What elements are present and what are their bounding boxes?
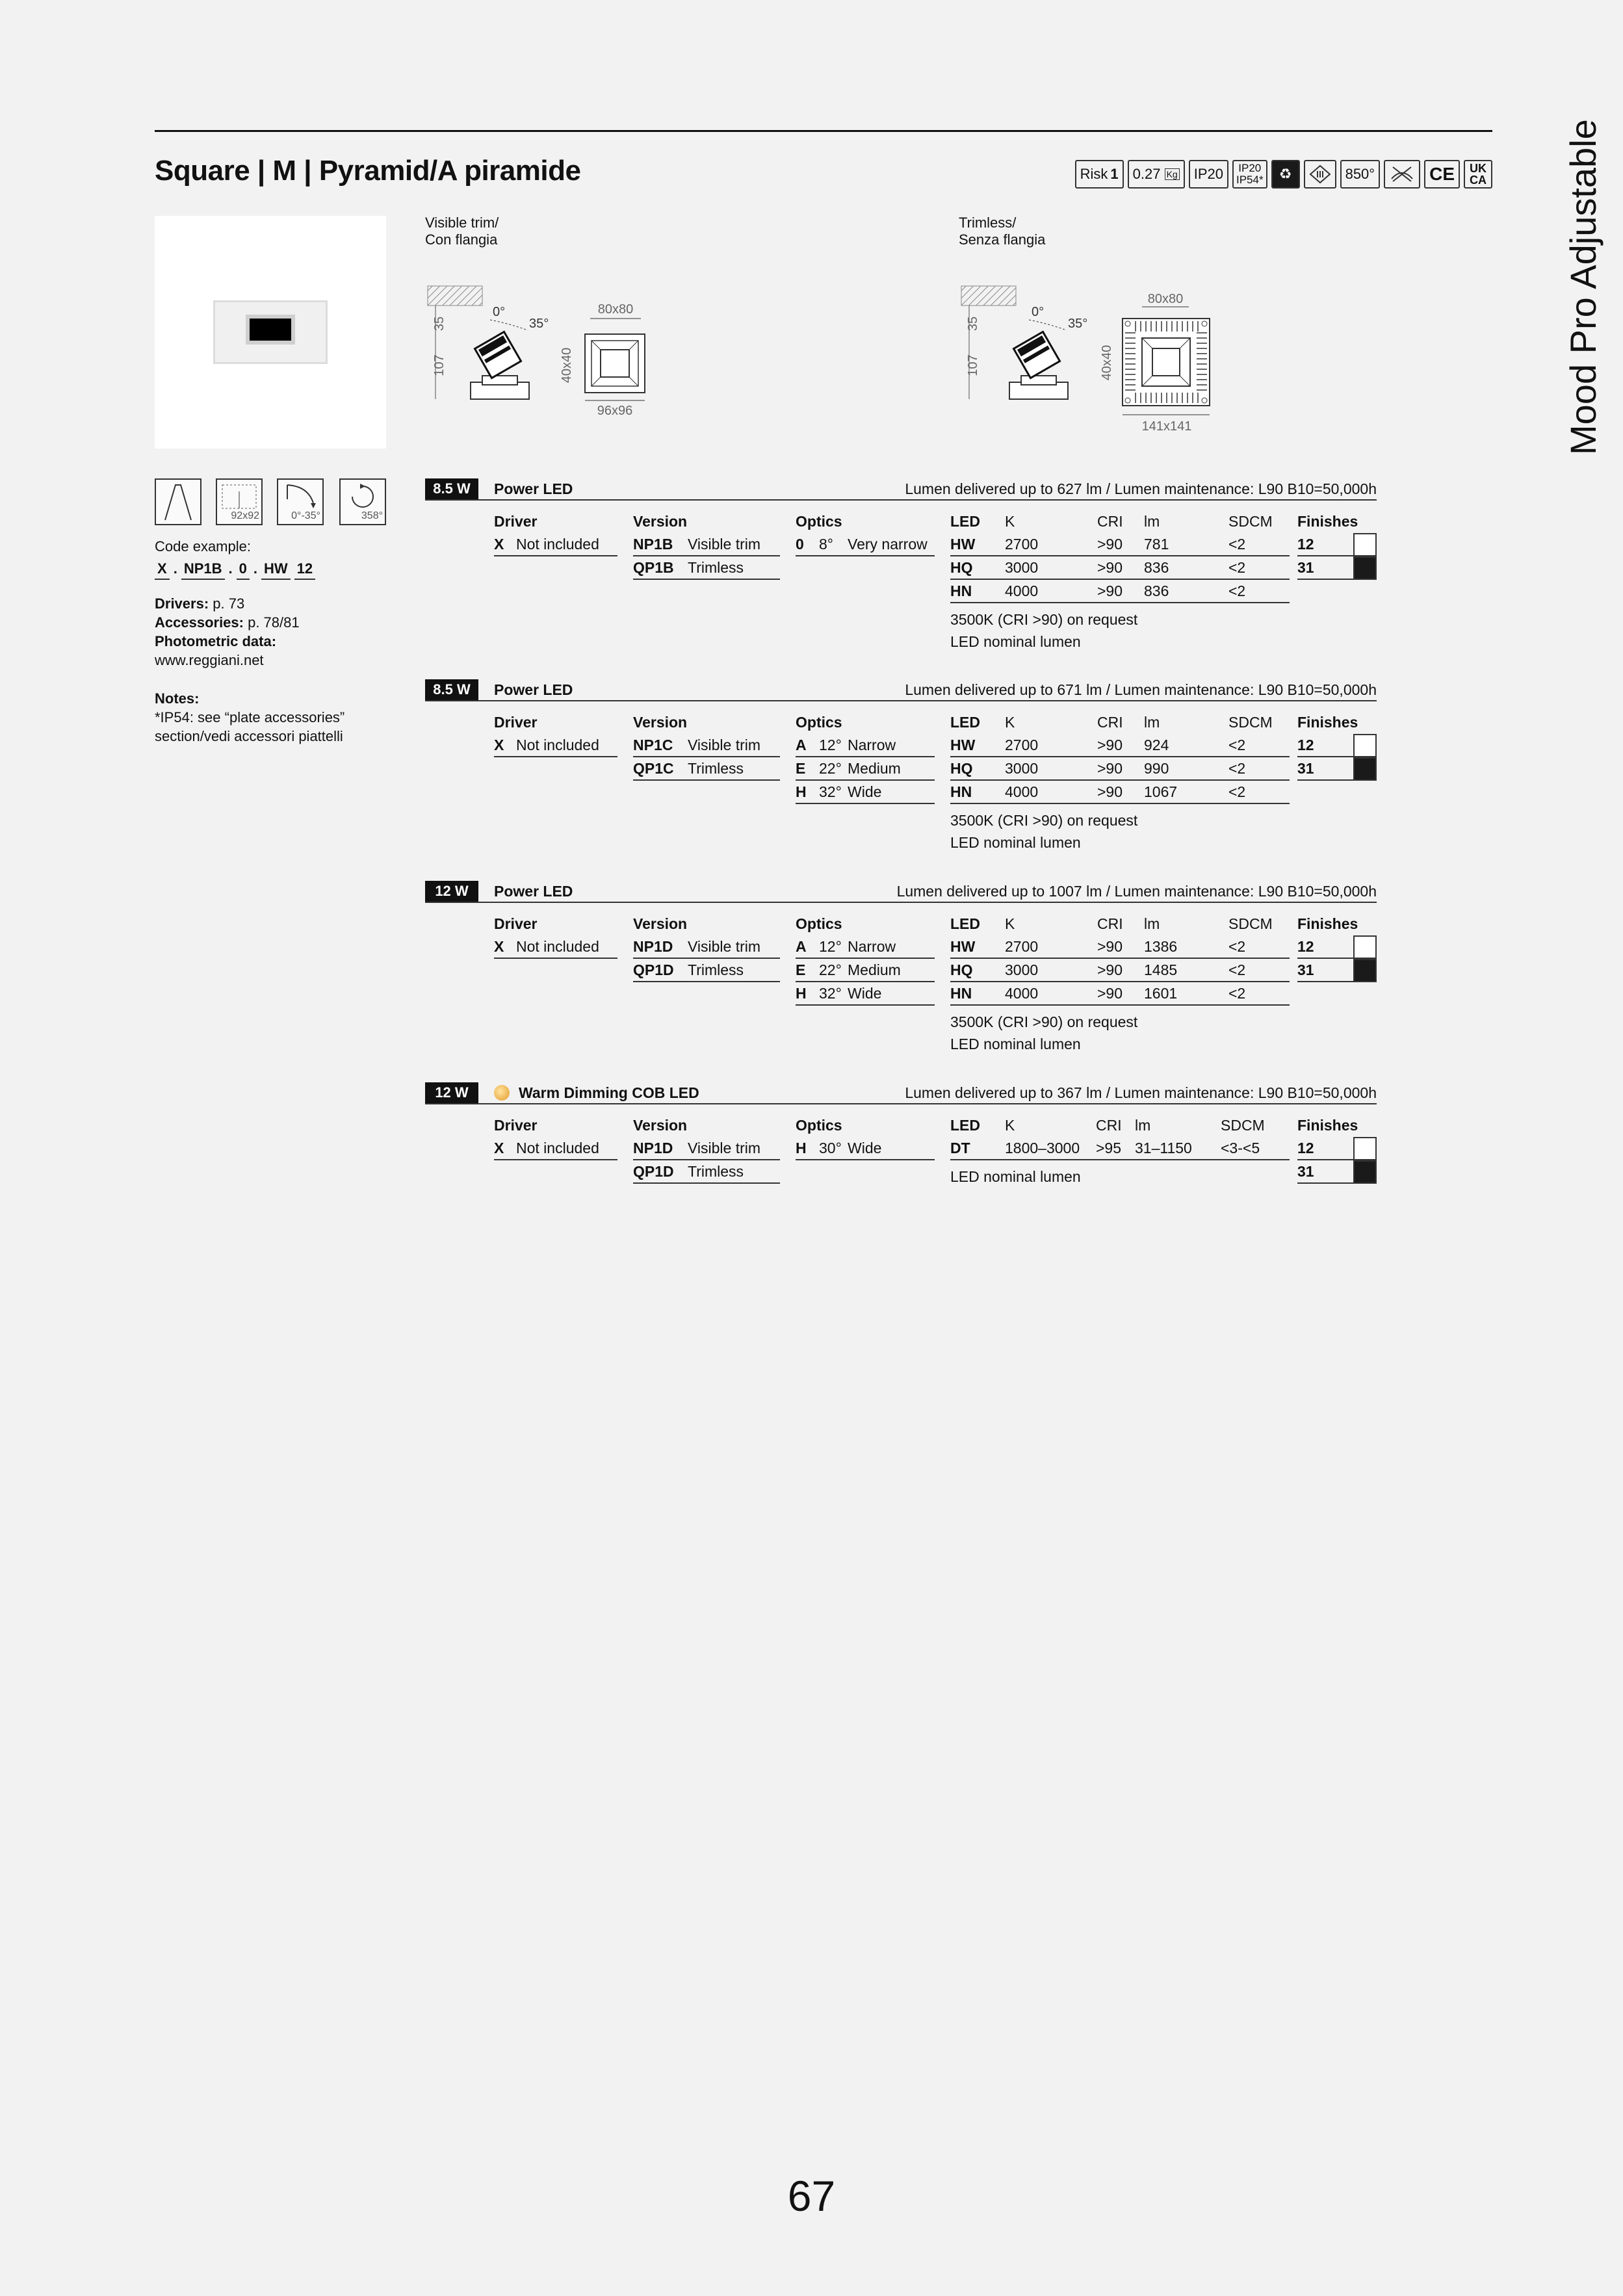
wattage-badge: 8.5 W <box>425 679 478 700</box>
angle-0: 0° <box>493 305 506 319</box>
visible-trim-diagram <box>425 278 659 421</box>
finish-swatch <box>1353 533 1377 556</box>
dim-107: 107 <box>966 354 980 376</box>
lumen-note: Lumen delivered up to 671 lm / Lumen maintenance: L90 B10=50,000h <box>905 681 1377 698</box>
optics-row: E 22° Medium <box>796 959 935 982</box>
spec-block <box>425 478 1377 650</box>
finish-row: 31 <box>1297 556 1377 580</box>
rotation-icon: 358° <box>339 478 386 525</box>
finish-row: 12 <box>1297 935 1377 959</box>
led-header: LED K CRI lm SDCM <box>950 714 1273 731</box>
dim-40: 40x40 <box>1100 345 1114 381</box>
dim-80: 80x80 <box>1147 292 1184 306</box>
led-row: DT 1800–3000 >95 31–1150 <3-<5 <box>950 1137 1290 1160</box>
lumen-note: Lumen delivered up to 627 lm / Lumen maintenance: L90 B10=50,000h <box>905 480 1377 497</box>
led-row: HN 4000 >90 836 <2 <box>950 580 1290 603</box>
finish-row: 31 <box>1297 1160 1377 1184</box>
spec-header <box>425 881 1377 903</box>
photometric-label: Photometric data: <box>155 633 277 649</box>
beam-icon <box>155 478 201 525</box>
version-column <box>633 510 780 580</box>
finish-row: 12 <box>1297 1137 1377 1160</box>
finish-row: 31 <box>1297 757 1377 781</box>
optics-column <box>796 912 935 1006</box>
tilt-icon: 0°-35° <box>277 478 324 525</box>
finish-row: 12 <box>1297 533 1377 556</box>
optics-row: E 22° Medium <box>796 757 935 781</box>
led-note: 3500K (CRI >90) on request <box>950 611 1138 628</box>
cutout-icon: 92x92 <box>216 478 263 525</box>
driver-row: X Not included <box>494 533 617 556</box>
driver-column <box>494 1114 617 1160</box>
led-row: HW 2700 >90 1386 <2 <box>950 935 1290 959</box>
trimless-label: Trimless/ Senza flangia <box>959 215 1046 248</box>
version-row: QP1D Trimless <box>633 1160 780 1184</box>
page-number: 67 <box>787 2172 836 2220</box>
spec-header <box>425 679 1377 701</box>
spec-block <box>425 679 1377 851</box>
driver-header: Driver <box>494 915 538 932</box>
finish-swatch <box>1353 556 1377 580</box>
driver-column <box>494 912 617 959</box>
finish-swatch <box>1353 757 1377 781</box>
led-note: 3500K (CRI >90) on request <box>950 1013 1138 1030</box>
notes-line-2: section/vedi accessori piattelli <box>155 728 343 744</box>
photometric-link[interactable]: www.reggiani.net <box>155 652 264 668</box>
recycle-icon: ♻ <box>1271 160 1300 189</box>
finishes-header: Finishes <box>1297 714 1358 731</box>
trimless-diagram <box>959 278 1219 437</box>
product-aperture <box>246 315 295 345</box>
side-title: Mood Pro Adjustable <box>1563 119 1604 455</box>
finishes-column <box>1297 912 1377 935</box>
driver-row: X Not included <box>494 1137 617 1160</box>
optics-row: H 32° Wide <box>796 982 935 1006</box>
top-rule <box>155 130 1492 132</box>
led-header: LED K CRI lm SDCM <box>950 1117 1265 1134</box>
ukca-badge: UK CA <box>1464 160 1492 189</box>
page-title: Square | M | Pyramid/A piramide <box>155 155 581 187</box>
optics-row: A 12° Narrow <box>796 935 935 959</box>
finishes-header: Finishes <box>1297 1117 1358 1134</box>
angle-35: 35° <box>1068 317 1088 331</box>
optics-row: H 30° Wide <box>796 1137 935 1160</box>
optics-header: Optics <box>796 1117 842 1134</box>
ip-rating-badge: IP20 IP54* <box>1232 160 1267 189</box>
led-row: HW 2700 >90 781 <2 <box>950 533 1290 556</box>
led-note: 3500K (CRI >90) on request <box>950 812 1138 829</box>
led-type: Power LED <box>494 681 573 698</box>
led-header: LED K CRI lm SDCM <box>950 915 1273 932</box>
version-column <box>633 1114 780 1184</box>
driver-column <box>494 711 617 757</box>
dim-80: 80x80 <box>597 302 634 317</box>
driver-header: Driver <box>494 714 538 731</box>
weight-badge: 0.27 Kg <box>1128 160 1185 189</box>
warm-dimming-icon <box>494 1085 510 1101</box>
driver-row: X Not included <box>494 734 617 757</box>
wattage-badge: 8.5 W <box>425 478 478 499</box>
optics-column <box>796 1114 935 1160</box>
lumen-note: Lumen delivered up to 1007 lm / Lumen maintenance: L90 B10=50,000h <box>896 883 1377 900</box>
driver-header: Driver <box>494 1117 538 1134</box>
version-row: QP1D Trimless <box>633 959 780 982</box>
angle-35: 35° <box>529 317 549 331</box>
dim-35: 35 <box>966 316 980 332</box>
version-header: Version <box>633 1117 688 1134</box>
finish-swatch <box>1353 1160 1377 1184</box>
optics-row: A 12° Narrow <box>796 734 935 757</box>
version-row: NP1D Visible trim <box>633 1137 780 1160</box>
finish-swatch <box>1353 935 1377 959</box>
finish-swatch <box>1353 1137 1377 1160</box>
ip20-badge: IP20 <box>1189 160 1228 189</box>
version-row: NP1B Visible trim <box>633 533 780 556</box>
product-photo <box>155 216 386 449</box>
led-nominal-note: LED nominal lumen <box>950 1036 1081 1052</box>
visible-trim-label: Visible trim/ Con flangia <box>425 215 499 248</box>
version-column <box>633 912 780 982</box>
finish-row: 31 <box>1297 959 1377 982</box>
notes-line-1: *IP54: see “plate accessories” <box>155 709 345 725</box>
angle-0: 0° <box>1032 305 1045 319</box>
led-nominal-note: LED nominal lumen <box>950 834 1081 851</box>
version-row: NP1C Visible trim <box>633 734 780 757</box>
led-nominal-note: LED nominal lumen <box>950 1168 1081 1185</box>
driver-icon <box>1304 160 1336 189</box>
finishes-column <box>1297 711 1377 734</box>
dim-107: 107 <box>432 354 447 376</box>
finishes-header: Finishes <box>1297 513 1358 530</box>
finishes-column <box>1297 1114 1377 1137</box>
dim-35: 35 <box>432 316 447 332</box>
finish-swatch <box>1353 959 1377 982</box>
version-header: Version <box>633 714 688 731</box>
code-example-label: Code example: <box>155 538 251 554</box>
code-example: X . NP1B . 0 . HW 12 <box>155 560 315 580</box>
led-type: Power LED <box>494 883 573 900</box>
spec-header <box>425 478 1377 501</box>
wattage-badge: 12 W <box>425 881 478 902</box>
finish-row: 12 <box>1297 734 1377 757</box>
certification-badges <box>1075 160 1492 189</box>
driver-row: X Not included <box>494 935 617 959</box>
led-header: LED K CRI lm SDCM <box>950 513 1273 530</box>
led-nominal-note: LED nominal lumen <box>950 633 1081 650</box>
led-row: HQ 3000 >90 836 <2 <box>950 556 1290 580</box>
dim-141: 141x141 <box>1141 419 1192 434</box>
led-row: HN 4000 >90 1601 <2 <box>950 982 1290 1006</box>
notes-label: Notes: <box>155 690 200 707</box>
dim-40: 40x40 <box>560 347 574 384</box>
finishes-column <box>1297 510 1377 533</box>
optics-column <box>796 711 935 804</box>
led-row: HQ 3000 >90 990 <2 <box>950 757 1290 781</box>
driver-header: Driver <box>494 513 538 530</box>
spec-header <box>425 1082 1377 1104</box>
led-type: Power LED <box>494 480 573 497</box>
drivers-ref: Drivers: p. 73 <box>155 595 245 612</box>
led-type: Warm Dimming COB LED <box>494 1084 699 1102</box>
version-column <box>633 711 780 781</box>
risk-badge: Risk 1 <box>1075 160 1124 189</box>
accessories-ref: Accessories: p. 78/81 <box>155 614 300 631</box>
version-row: QP1B Trimless <box>633 556 780 580</box>
version-header: Version <box>633 513 688 530</box>
spec-block <box>425 1082 1377 1185</box>
optics-header: Optics <box>796 915 842 932</box>
optics-column <box>796 510 935 556</box>
version-row: QP1C Trimless <box>633 757 780 781</box>
led-row: HN 4000 >90 1067 <2 <box>950 781 1290 804</box>
lumen-note: Lumen delivered up to 367 lm / Lumen maintenance: L90 B10=50,000h <box>905 1084 1377 1101</box>
version-header: Version <box>633 915 688 932</box>
dim-96: 96x96 <box>597 404 633 418</box>
glow-wire-badge: 850° <box>1340 160 1381 189</box>
ce-badge: CE <box>1424 160 1460 189</box>
wattage-badge: 12 W <box>425 1082 478 1103</box>
no-cover-icon <box>1384 160 1420 189</box>
version-row: NP1D Visible trim <box>633 935 780 959</box>
led-row: HQ 3000 >90 1485 <2 <box>950 959 1290 982</box>
spec-block <box>425 881 1377 1052</box>
optics-header: Optics <box>796 714 842 731</box>
driver-column <box>494 510 617 556</box>
optics-header: Optics <box>796 513 842 530</box>
optics-row: 0 8° Very narrow <box>796 533 935 556</box>
optics-row: H 32° Wide <box>796 781 935 804</box>
finishes-header: Finishes <box>1297 915 1358 932</box>
finish-swatch <box>1353 734 1377 757</box>
led-row: HW 2700 >90 924 <2 <box>950 734 1290 757</box>
